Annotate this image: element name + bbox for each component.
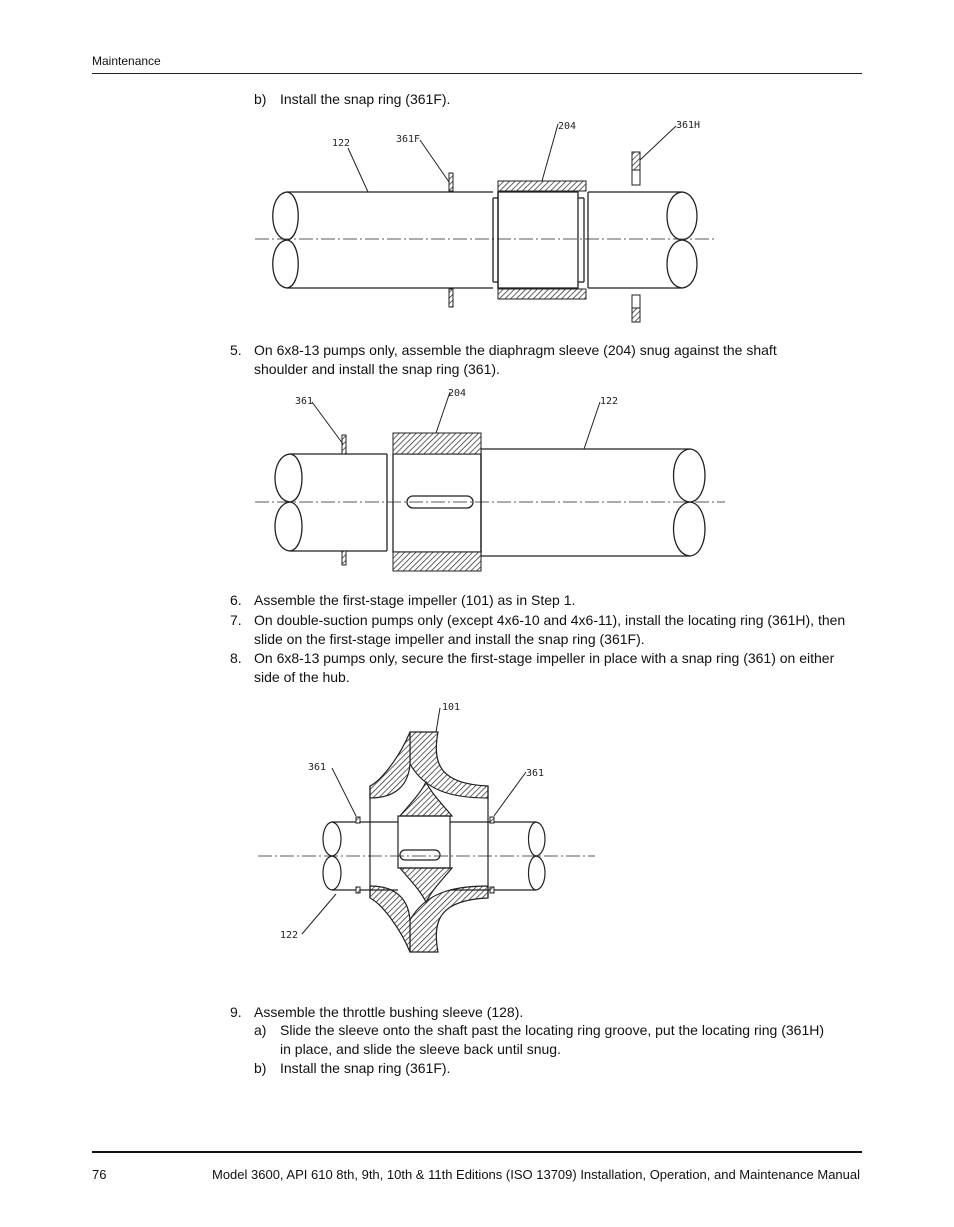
label-shaft-122: 122	[600, 396, 619, 407]
page-number: 76	[92, 1167, 107, 1182]
step-9b-marker: b)	[254, 1060, 267, 1076]
step-5-marker: 5.	[230, 342, 242, 358]
figure-impeller-snap-rings	[250, 694, 610, 990]
label-impeller-101: 101	[442, 702, 461, 713]
label-sleeve-204: 204	[448, 388, 467, 399]
step-9a-text: Slide the sleeve onto the shaft past the locating ring groove, put the locating ring (361H) in place, and slide the sleeve back until snug.	[280, 1022, 825, 1057]
figure-snap-ring-361f	[250, 112, 730, 327]
step-b-text: Install the snap ring (361F).	[280, 91, 451, 107]
label-sleeve-204: 204	[558, 121, 577, 132]
step-6-marker: 6.	[230, 592, 242, 608]
label-snap-ring-361f: 361F	[396, 134, 421, 145]
label-snap-ring-361-left: 361	[308, 762, 327, 773]
manual-title: Model 3600, API 610 8th, 9th, 10th & 11th Editions (ISO 13709) Installation, Operation, and Maintenance Manual	[211, 1167, 860, 1182]
step-9-marker: 9.	[230, 1004, 242, 1020]
step-7-text: On double-suction pumps only (except 4x6-10 and 4x6-11), install the locating ring (361H), then slide on the first-stage impeller and install the snap ring (361F).	[254, 612, 846, 647]
step-9a-marker: a)	[254, 1022, 267, 1038]
step-7-marker: 7.	[230, 612, 242, 628]
label-shaft-122: 122	[332, 138, 351, 149]
header-rule	[92, 73, 862, 74]
step-6-text: Assemble the first-stage impeller (101) as in Step 1.	[254, 592, 576, 608]
step-9-text: Assemble the throttle bushing sleeve (128).	[254, 1004, 524, 1020]
step-8-marker: 8.	[230, 650, 242, 666]
label-shaft-122: 122	[280, 930, 299, 941]
label-snap-ring-361: 361	[295, 396, 314, 407]
step-8-text: On 6x8-13 pumps only, secure the first-stage impeller in place with a snap ring (361) on either side of the hub.	[254, 650, 835, 685]
step-9b-text: Install the snap ring (361F).	[280, 1060, 451, 1076]
figure-diaphragm-sleeve-204	[250, 384, 730, 576]
footer-rule	[92, 1151, 862, 1153]
running-header: Maintenance	[92, 54, 161, 68]
label-snap-ring-361-right: 361	[526, 768, 545, 779]
step-b-marker: b)	[254, 91, 267, 107]
step-5-text: On 6x8-13 pumps only, assemble the diaphragm sleeve (204) snug against the shaft shoulder and install the snap ring (361).	[254, 342, 777, 377]
label-locating-ring-361h: 361H	[676, 120, 701, 131]
